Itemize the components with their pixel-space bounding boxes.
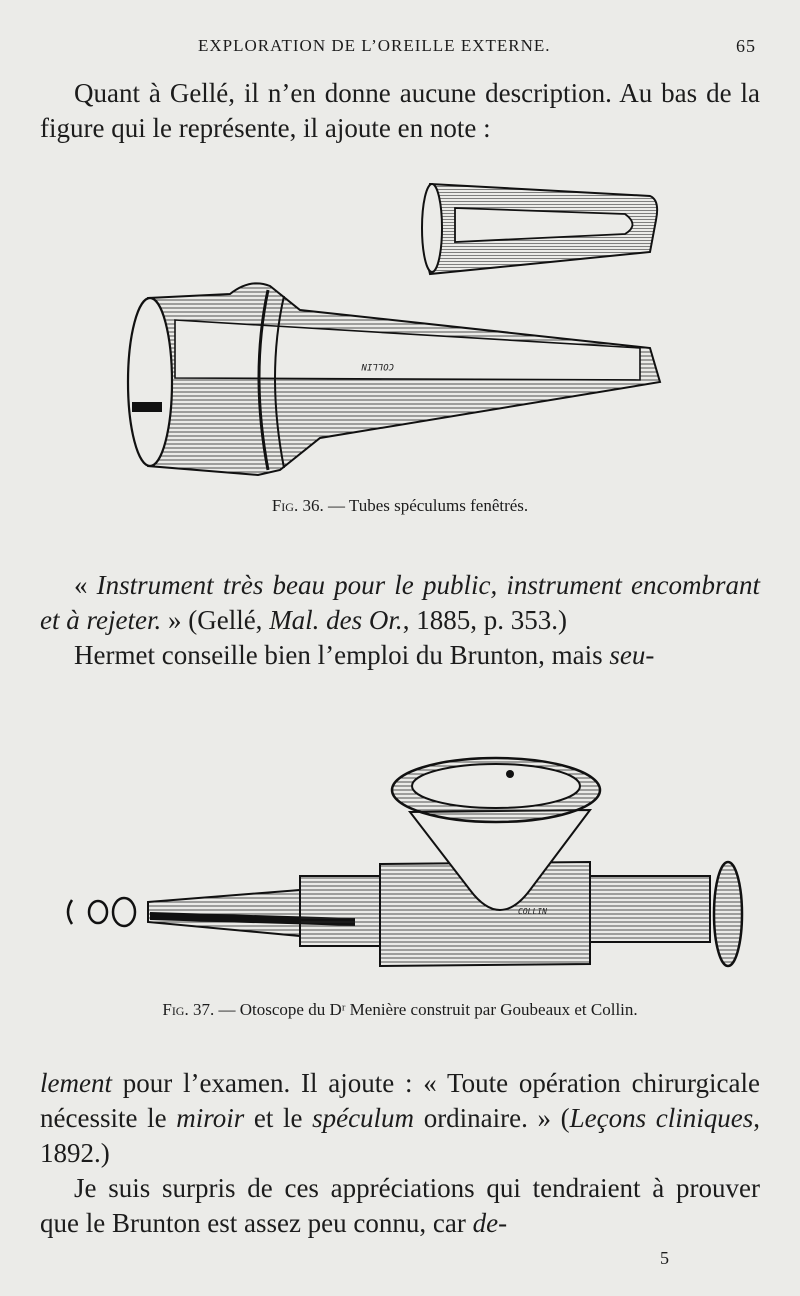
figure-37-caption: Fig. 37. — Otoscope du Dʳ Menière construit par Goubeaux et Collin. (162, 1000, 638, 1019)
running-title: EXPLORATION DE L’OREILLE EXTERNE. (198, 36, 551, 55)
small-speculum-tube (422, 184, 657, 274)
figure-36-engraving-mark: COLLIN (361, 361, 394, 371)
source-title: Mal. des Or. (269, 605, 403, 635)
figure-36-illustration (0, 170, 800, 490)
paragraph-1-text: Quant à Gellé, il n’en donne aucune description. Au bas de la figure qui le représente, il ajoute en note : (40, 78, 760, 143)
page-header (40, 36, 760, 66)
gelle-quote: Instrument très beau pour le public, instrument encombrant et à rejeter. (40, 570, 761, 635)
signature-mark: 5 (660, 1248, 669, 1268)
paragraph-1 (40, 76, 760, 146)
figure-37-label: Fig. 37. (162, 1000, 215, 1019)
otoscope-rings (68, 898, 135, 926)
figure-36-caption: Fig. 36. — Tubes spéculums fenêtrés. (271, 496, 529, 515)
figure-36-label: Fig. 36. (271, 496, 324, 515)
paragraph-3: lement pour l’examen. Il ajoute : « Toute opération chirurgicale nécessite le miroir et le spéculum ordinaire. » (Leçons cliniques, 1892.) Je suis surpris de ces appréciations qui tendraient à prouver que le Brunton est assez peu connu, car de- (40, 1068, 760, 1238)
large-speculum-tube (128, 283, 660, 475)
figure-37-illustration (0, 740, 800, 980)
otoscope-body (148, 758, 742, 966)
paragraph-2: « Instrument très beau pour le public, instrument encombrant et à rejeter. » (Gellé, Mal. des Or., 1885, p. 353.) Hermet conseille bien l’emploi du Brunton, mais seu- (40, 570, 761, 670)
figure-36-caption-text: Tubes spéculums fenêtrés. (348, 496, 529, 515)
figure-37-caption-text: Otoscope du Dʳ Menière construit par Goubeaux et Collin. (239, 1000, 638, 1019)
figure-37-engraving-mark: COLLIN (518, 907, 547, 916)
page-number: 65 (736, 36, 756, 56)
